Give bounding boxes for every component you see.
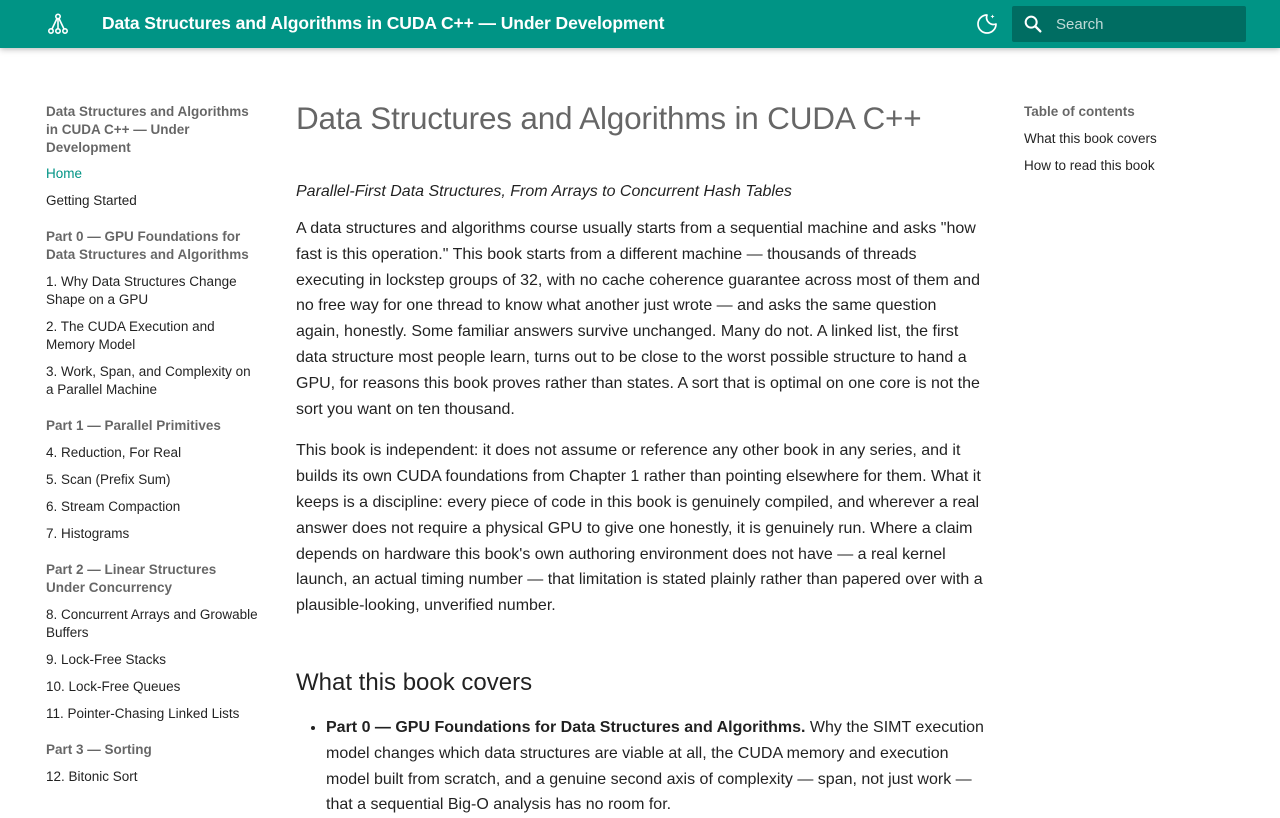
nav-section-part-2: Part 2 — Linear Structures Under Concurrency [46,562,217,595]
nav-section-part-3: Part 3 — Sorting [46,742,152,757]
nav-title: Data Structures and Algorithms in CUDA C++ — Under Development [46,104,249,155]
nav-item-chapter-12[interactable]: 12. Bitonic Sort [46,769,138,784]
toc-title: Table of contents [1024,104,1135,119]
network-graph-icon[interactable] [46,12,70,36]
nav-item-chapter-10[interactable]: 10. Lock-Free Queues [46,679,181,694]
table-of-contents [1024,103,1244,184]
dark-mode-toggle-icon[interactable] [975,12,999,36]
nav-item-chapter-3[interactable]: 3. Work, Span, and Complexity on a Parallel Machine [46,364,251,397]
toc-item-what-this-book-covers[interactable]: What this book covers [1024,131,1157,146]
nav-section-part-0: Part 0 — GPU Foundations for Data Structures and Algorithms [46,229,249,262]
coverage-list [296,715,984,818]
nav-item-chapter-7[interactable]: 7. Histograms [46,526,130,541]
nav-item-chapter-4[interactable]: 4. Reduction, For Real [46,445,182,460]
primary-navigation [46,103,258,795]
page-title: Data Structures and Algorithms in CUDA C++ [296,100,922,136]
nav-item-chapter-6[interactable]: 6. Stream Compaction [46,499,181,514]
independence-paragraph: This book is independent: it does not assume or reference any other book in any series, and it builds its own CUDA foundations from Chapter 1 rather than pointing elsewhere for them. What it keeps is a discipline: every piece of code in this book is genuinely compiled, and wherever a real answer does not require a physical GPU to give one honestly, it is genuinely run. Where a claim depends on hardware this book's own authoring environment does not have — a real kernel launch, an actual timing number — that limitation is stated plainly rather than papered over with a plausible-looking, unverified number. [296,442,983,615]
toc-item-how-to-read[interactable]: How to read this book [1024,158,1155,173]
nav-item-chapter-2[interactable]: 2. The CUDA Execution and Memory Model [46,319,215,352]
site-title[interactable]: Data Structures and Algorithms in CUDA C++ — Under Development [102,13,665,33]
coverage-list-item [326,715,984,818]
nav-item-getting-started[interactable]: Getting Started [46,193,137,208]
search-input[interactable] [1056,6,1236,42]
main-content [296,96,984,818]
nav-item-chapter-1[interactable]: 1. Why Data Structures Change Shape on a GPU [46,274,237,307]
search-icon [1022,13,1044,35]
nav-section-part-1: Part 1 — Parallel Primitives [46,418,221,433]
nav-item-chapter-5[interactable]: 5. Scan (Prefix Sum) [46,472,171,487]
coverage-item-text: Why the SIMT execution model changes which data structures are viable at all, the CUDA memory and execution model built from scratch, and a genuine second axis of complexity — span, not just work — that a sequential Big-O analysis has no room for. [326,718,984,814]
coverage-item-title: Part 0 — GPU Foundations for Data Structures and Algorithms. [326,718,806,736]
nav-item-chapter-9[interactable]: 9. Lock-Free Stacks [46,652,167,667]
section-heading-what-this-book-covers: What this book covers [296,668,533,696]
nav-item-home[interactable]: Home [46,166,83,181]
search-box[interactable] [1012,6,1246,42]
top-app-bar [0,0,1280,48]
intro-paragraph: A data structures and algorithms course usually starts from a sequential machine and asks "how fast is this operation." This book starts from a different machine — thousands of threads executing in lockstep groups of 32, with no cache coherence guarantee across most of them and no free way for one thread to know what another just wrote — and asks the same question again, honestly. Some familiar answers survive unchanged. Many do not. A linked list, the first data structure most people learn, turns out to be close to the worst possible structure to hand a GPU, for reasons this book proves rather than states. A sort that is optimal on one core is not the sort you want on ten thousand. [296,220,980,418]
nav-item-chapter-8[interactable]: 8. Concurrent Arrays and Growable Buffers [46,607,258,640]
nav-item-chapter-11[interactable]: 11. Pointer-Chasing Linked Lists [46,706,240,721]
page-subtitle: Parallel-First Data Structures, From Arrays to Concurrent Hash Tables [296,183,792,200]
